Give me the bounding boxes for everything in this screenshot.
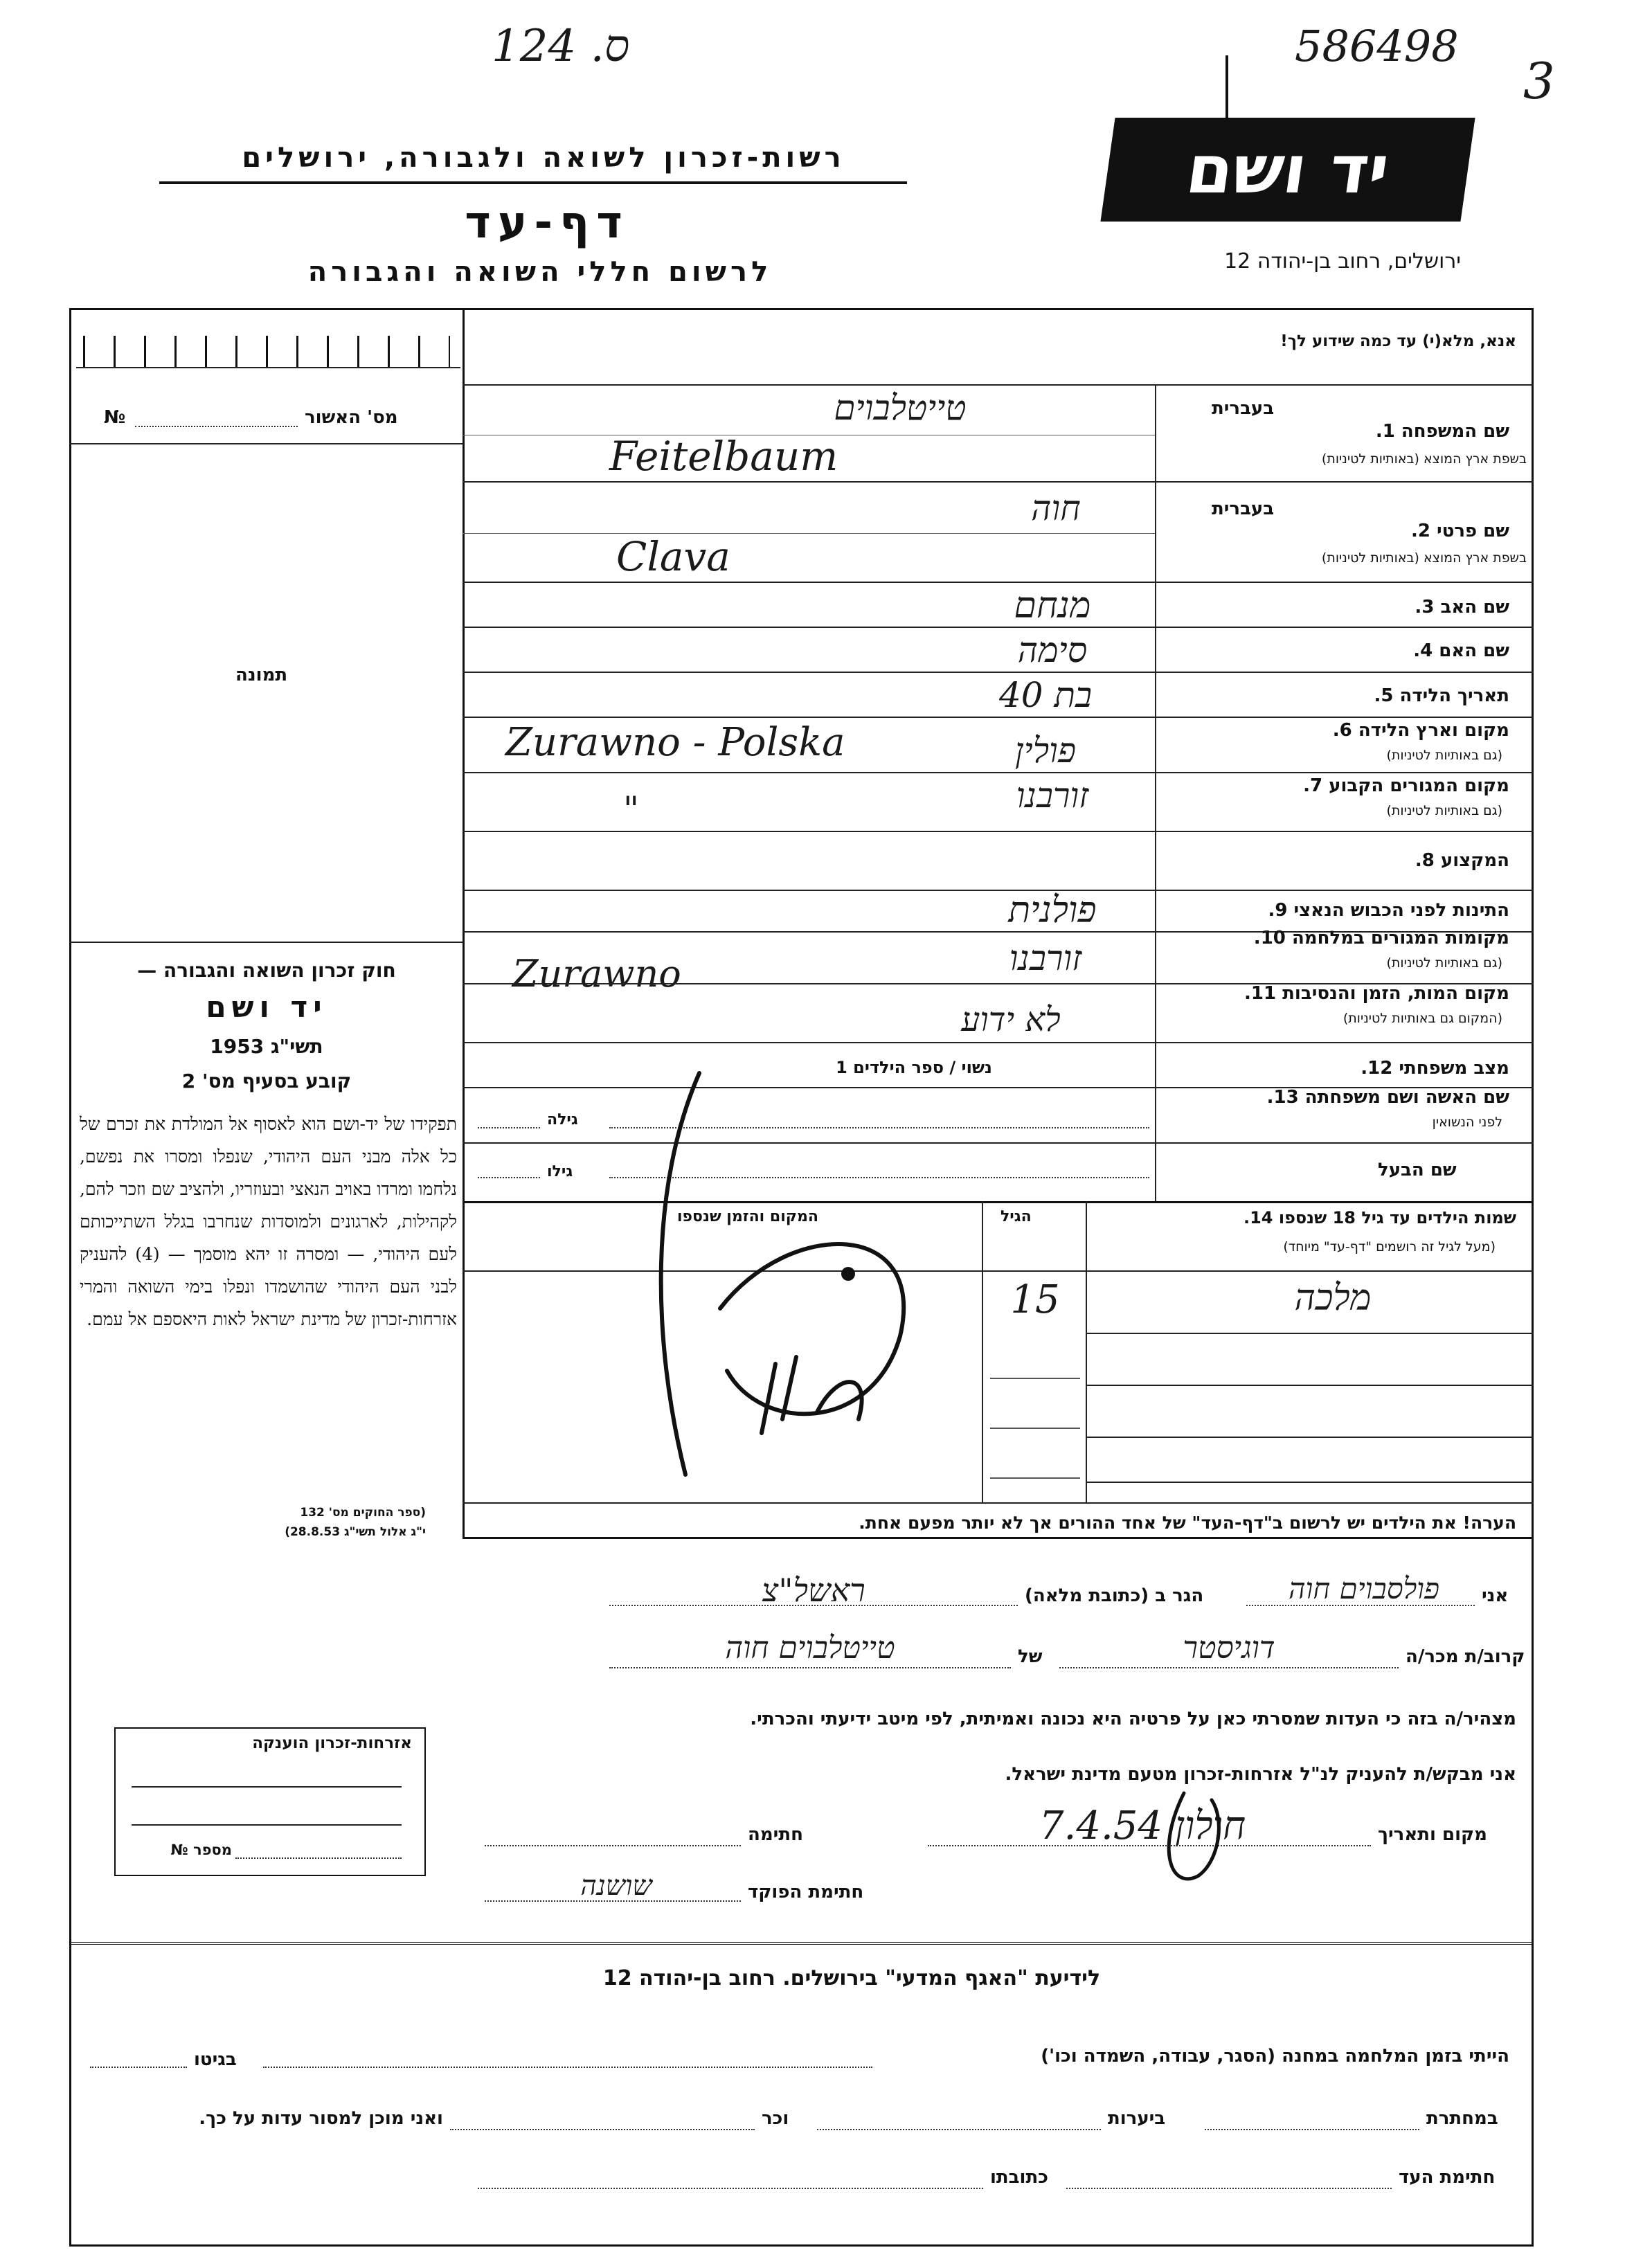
approval-row-line [69, 443, 463, 444]
decl-address-value[interactable]: ראשל"צ [762, 1572, 865, 1609]
field-1-num: 1. [1375, 421, 1395, 442]
row-1-end [463, 481, 1534, 483]
children-label-text: שמות הילדים עד גיל 18 שנספו [1278, 1208, 1516, 1227]
field-12-label [1267, 1058, 1509, 1079]
field-6-label [1219, 720, 1509, 741]
bottom-section-line [69, 1942, 1534, 1945]
field-7-latin-value[interactable]: " [623, 789, 639, 829]
field-11-label [1191, 983, 1509, 1004]
children-place-header: המקום והזמן שנספו [677, 1208, 818, 1225]
field-7-text: מקום המגורים הקבוע [1329, 775, 1509, 796]
bottom-line1-b: בגיטו [194, 2049, 237, 2070]
field-3-value[interactable]: מנחם [1014, 585, 1091, 627]
field-4-label [1267, 640, 1509, 661]
logo-text: יד ושם [1181, 131, 1394, 208]
field-7-label [1219, 775, 1509, 796]
stamp-line-1 [132, 1786, 402, 1788]
field-1-hebrew-value[interactable]: טייטלבוים [834, 388, 967, 428]
husband-age-label: גילו [547, 1163, 573, 1180]
bottom-line2-c: וכר [762, 2108, 789, 2129]
bottom-line3-b: כתובתו [990, 2167, 1048, 2188]
field-3-label [1267, 597, 1509, 618]
children-label [1094, 1208, 1516, 1227]
stamp-number-field[interactable] [235, 1857, 402, 1859]
field-7-sub: (גם באותיות לטיניות) [1386, 803, 1502, 818]
field-3-num: 3. [1415, 597, 1435, 618]
field-13-age-label: גילה [547, 1111, 578, 1128]
signature-field[interactable] [485, 1845, 741, 1846]
field-6-sub: (גם באותיות לטיניות) [1386, 748, 1502, 763]
bottom-underground-field[interactable] [1205, 2129, 1419, 2130]
child-1-age[interactable]: 15 [1010, 1277, 1060, 1322]
decl-relation-value[interactable]: דוגיסטר [1183, 1630, 1275, 1666]
field-2-latin-value[interactable]: Clava [616, 533, 730, 580]
field-4-text: שם האם [1439, 640, 1509, 661]
field-12-num: 12. [1361, 1058, 1393, 1079]
field-1-hebrew-tag: בעברית [1212, 398, 1275, 419]
row-4-end [463, 672, 1534, 673]
record-number: 586498 [1295, 21, 1459, 71]
field-9-num: 9. [1268, 900, 1288, 921]
left-column-divider [463, 308, 465, 1537]
field-2-text: שם פרטי [1437, 521, 1509, 541]
field-13-age-field[interactable] [478, 1127, 540, 1128]
field-2-hebrew-tag: בעברית [1212, 498, 1275, 519]
children-row-4 [1086, 1482, 1534, 1483]
header-address: ירושלים, רחוב בן-יהודה 12 [1224, 249, 1461, 273]
bottom-camp-field[interactable] [263, 2067, 872, 2068]
photo-label: תמונה [235, 665, 288, 685]
field-12-text: מצב משפחתי [1399, 1058, 1509, 1079]
stamp-title: אזרחות-זכרון הוענקה [252, 1734, 412, 1752]
label-column-divider [1155, 384, 1156, 1201]
bottom-ghetto-field[interactable] [90, 2067, 187, 2068]
field-7-num: 7. [1303, 775, 1323, 796]
field-10-latin-value[interactable]: Zurawno [512, 952, 681, 996]
photo-bottom-line [69, 942, 463, 943]
decl-relation-field[interactable] [1059, 1667, 1399, 1668]
page-ref-note: 124 .ס [492, 21, 630, 72]
field-2-num: 2. [1411, 521, 1430, 541]
decl-line2-prefix: קרוב/ת מכר/ה [1406, 1646, 1525, 1667]
decl-line2-mid: של [1018, 1646, 1043, 1667]
bottom-forest-field[interactable] [817, 2129, 1101, 2130]
field-4-num: 4. [1413, 640, 1433, 661]
field-8-text: המקצוע [1440, 850, 1509, 871]
field-2-hebrew-value[interactable]: חוה [1031, 488, 1081, 528]
corner-digit: 3 [1523, 52, 1555, 110]
husband-age-field[interactable] [478, 1177, 540, 1178]
approval-field[interactable] [135, 426, 298, 427]
field-2-sub: בשפת ארץ המוצא (באותיות לטיניות) [1321, 550, 1527, 566]
org-name: רשות-זכרון לשואה ולגבורה, ירושלים [242, 142, 845, 174]
intro-line [463, 384, 1534, 386]
law-citation-1: (ספר החוקים מס' 132 [300, 1506, 426, 1520]
field-11-num: 11. [1244, 983, 1277, 1004]
signature-label: חתימה [748, 1824, 803, 1845]
bottom-other-field[interactable] [450, 2129, 755, 2130]
field-5-label [1267, 685, 1509, 706]
bottom-line3-a: חתימת העד [1399, 2167, 1496, 2188]
field-10-hebrew-value[interactable]: זורבנו [1009, 938, 1082, 978]
form-subtitle: לרשום חללי השואה והגבורה [307, 256, 773, 288]
law-year: תשי"ג 1953 [210, 1035, 323, 1058]
children-row-3 [1086, 1437, 1534, 1438]
field-7-hebrew-value[interactable]: זורבנו [1016, 775, 1089, 816]
approval-label: מס' האשור [305, 407, 398, 428]
official-signature[interactable]: שושנה [580, 1870, 652, 1902]
children-age-header: הגיל [1000, 1208, 1032, 1225]
witness-address-field[interactable] [478, 2188, 983, 2189]
field-6-hebrew-value[interactable]: פולין [1014, 730, 1077, 771]
decl-subject-value[interactable]: טייטלבוים חוה [725, 1630, 895, 1666]
field-1-label [1267, 421, 1509, 442]
row-2-end [463, 582, 1534, 583]
field-11-text: מקום המות, הזמן והנסיבות [1282, 983, 1509, 1004]
org-underline [159, 181, 907, 184]
approval-no-label: № [104, 407, 126, 428]
field-13-text: שם האשה ושם משפחתה [1304, 1087, 1509, 1108]
children-row-2 [1086, 1385, 1534, 1386]
place-date-value[interactable]: חולון 7.4.54 [1039, 1803, 1246, 1848]
row-5-end [463, 717, 1534, 718]
field-4-value[interactable]: סימה [1017, 630, 1088, 670]
witness-signature-field[interactable] [1066, 2188, 1392, 2189]
field-8-label [1267, 850, 1509, 871]
bottom-line2-d: ואני מוכן למסור עדות על כך. [199, 2108, 443, 2129]
law-title: חוק זכרון השואה והגבורה — [137, 959, 396, 982]
note-line [463, 1537, 1534, 1539]
stamp-number-label: מספר № [170, 1842, 232, 1858]
field-1-sub: בשפת ארץ המוצא (באותיות לטיניות) [1321, 451, 1527, 467]
decl-name-value[interactable]: פולסבוים חוה [1288, 1572, 1440, 1605]
row-2-mid [463, 533, 1155, 534]
field-11-sub: (המקום גם באותיות לטיניות) [1343, 1011, 1502, 1026]
row-7-end [463, 831, 1534, 832]
field-5-value[interactable]: בת 40 [998, 675, 1093, 715]
law-name: יד ושם [206, 990, 327, 1024]
intro-text: אנא, מלא(י) עד כמה שידוע לך! [1280, 332, 1516, 350]
field-5-text: תאריך הלידה [1399, 685, 1509, 706]
field-9-label [1205, 900, 1509, 921]
law-citation-2: י"ג אלול תשי"ג 28.8.53) [285, 1525, 426, 1539]
bottom-line1-a: הייתי בזמן המלחמה במחנה (הסגר, עבודה, השמדה וכו') [1041, 2046, 1509, 2067]
field-13-num: 13. [1266, 1087, 1299, 1108]
field-10-text: מקומות המגורים במלחמה [1291, 928, 1509, 948]
row-6-end [463, 772, 1534, 773]
field-12-value[interactable]: נשוי / ספר הילדים 1 [836, 1058, 992, 1077]
field-13-label [1191, 1087, 1509, 1108]
field-6-text: מקום וארץ הלידה [1358, 720, 1509, 741]
decl-line4: אני מבקש/ת להעניק לנ"ל אזרחות-זכרון מטעם מדינת ישראל. [1005, 1764, 1516, 1785]
field-2-label [1267, 521, 1509, 541]
yad-vashem-logo [1100, 118, 1475, 222]
field-1-text: שם המשפחה [1401, 421, 1509, 442]
bottom-line2-b: ביערות [1108, 2108, 1166, 2129]
handwritten-loop-mark [609, 1045, 1094, 1530]
note-text: הערה! את הילדים יש לרשום ב"דף-העד" של אחד ההורים אך לא יותר מפעם אחת. [859, 1513, 1516, 1533]
field-9-text: התינות לפני הכבוש הנאצי [1293, 900, 1509, 921]
field-10-sub: (גם באותיות לטיניות) [1386, 955, 1502, 971]
field-3-text: שם האב [1440, 597, 1509, 618]
field-11-value[interactable]: לא ידוע [961, 1000, 1061, 1039]
field-1-latin-value[interactable]: Feitelbaum [609, 433, 838, 480]
handwritten-date-signature [1142, 1779, 1281, 1904]
place-date-label: מקום ותאריך [1378, 1824, 1487, 1845]
field-8-num: 8. [1415, 850, 1435, 871]
law-section: קובע בסעיף מס' 2 [181, 1070, 352, 1092]
official-label: חתימת הפוקד [748, 1882, 864, 1902]
logo-tick [1225, 55, 1228, 118]
row-3-end [463, 627, 1534, 628]
approval-ticks [83, 336, 450, 367]
bottom-line2-a: במחתרת [1426, 2108, 1498, 2129]
decl-line3: מצהיר/ה בזה כי העדות שמסרתי כאן על פרטיה היא נכונה ואמיתית, לפי מיטב ידיעתי והכרתי. [750, 1709, 1516, 1729]
children-row-1 [1086, 1333, 1534, 1334]
row-11-end [463, 1042, 1534, 1043]
stamp-line-2 [132, 1824, 402, 1826]
field-13-sub: לפני הנשואין [1432, 1115, 1502, 1130]
husband-label: שם הבעל [1378, 1160, 1457, 1180]
field-9-value[interactable]: פולנית [1008, 890, 1097, 931]
law-text: תפקידו של יד-ושם הוא לאסוף אל המולדת את זכרם של כל אלה מבני העם היהודי, שנפלו ומסרו את נפשם, נלחמו ומרדו באויב הנאצי ובעוזריו, ולהציב שם וזכר להם, לקהילות, לארגונים ולמוסדות שנחרבו בגלל השתייכותם לעם היהודי, — ומסרה זו יהא מוסמך — (4) להעניק לבני העם היהודי שהושמדו ונפלו בימי השואה והמרי אזרחות-זכרון של מדינת ישראל לאות היאספם אל עמם. [80, 1114, 457, 1329]
bottom-title: לידיעת "האגף המדעי" בירושלים. רחוב בן-יהודה 12 [602, 1966, 1101, 1990]
field-10-label [1191, 928, 1509, 948]
child-1-name[interactable]: מלכה [1294, 1277, 1372, 1319]
field-6-latin-value[interactable]: Zurawno - Polska [505, 720, 845, 765]
decl-line1-mid: הגר ב (כתובת מלאה) [1025, 1585, 1204, 1606]
form-title: דף-עד [465, 197, 629, 249]
decl-line1-prefix: אני [1482, 1585, 1509, 1606]
children-num: 14. [1243, 1208, 1273, 1227]
field-6-num: 6. [1332, 720, 1352, 741]
field-5-num: 5. [1374, 685, 1394, 706]
field-10-num: 10. [1253, 928, 1286, 948]
children-sub: (מעל לגיל זה רושמים "דף-עד" מיוחד) [1283, 1239, 1496, 1254]
decl-subject-field[interactable] [609, 1667, 1011, 1668]
approval-tick-base [76, 367, 460, 368]
